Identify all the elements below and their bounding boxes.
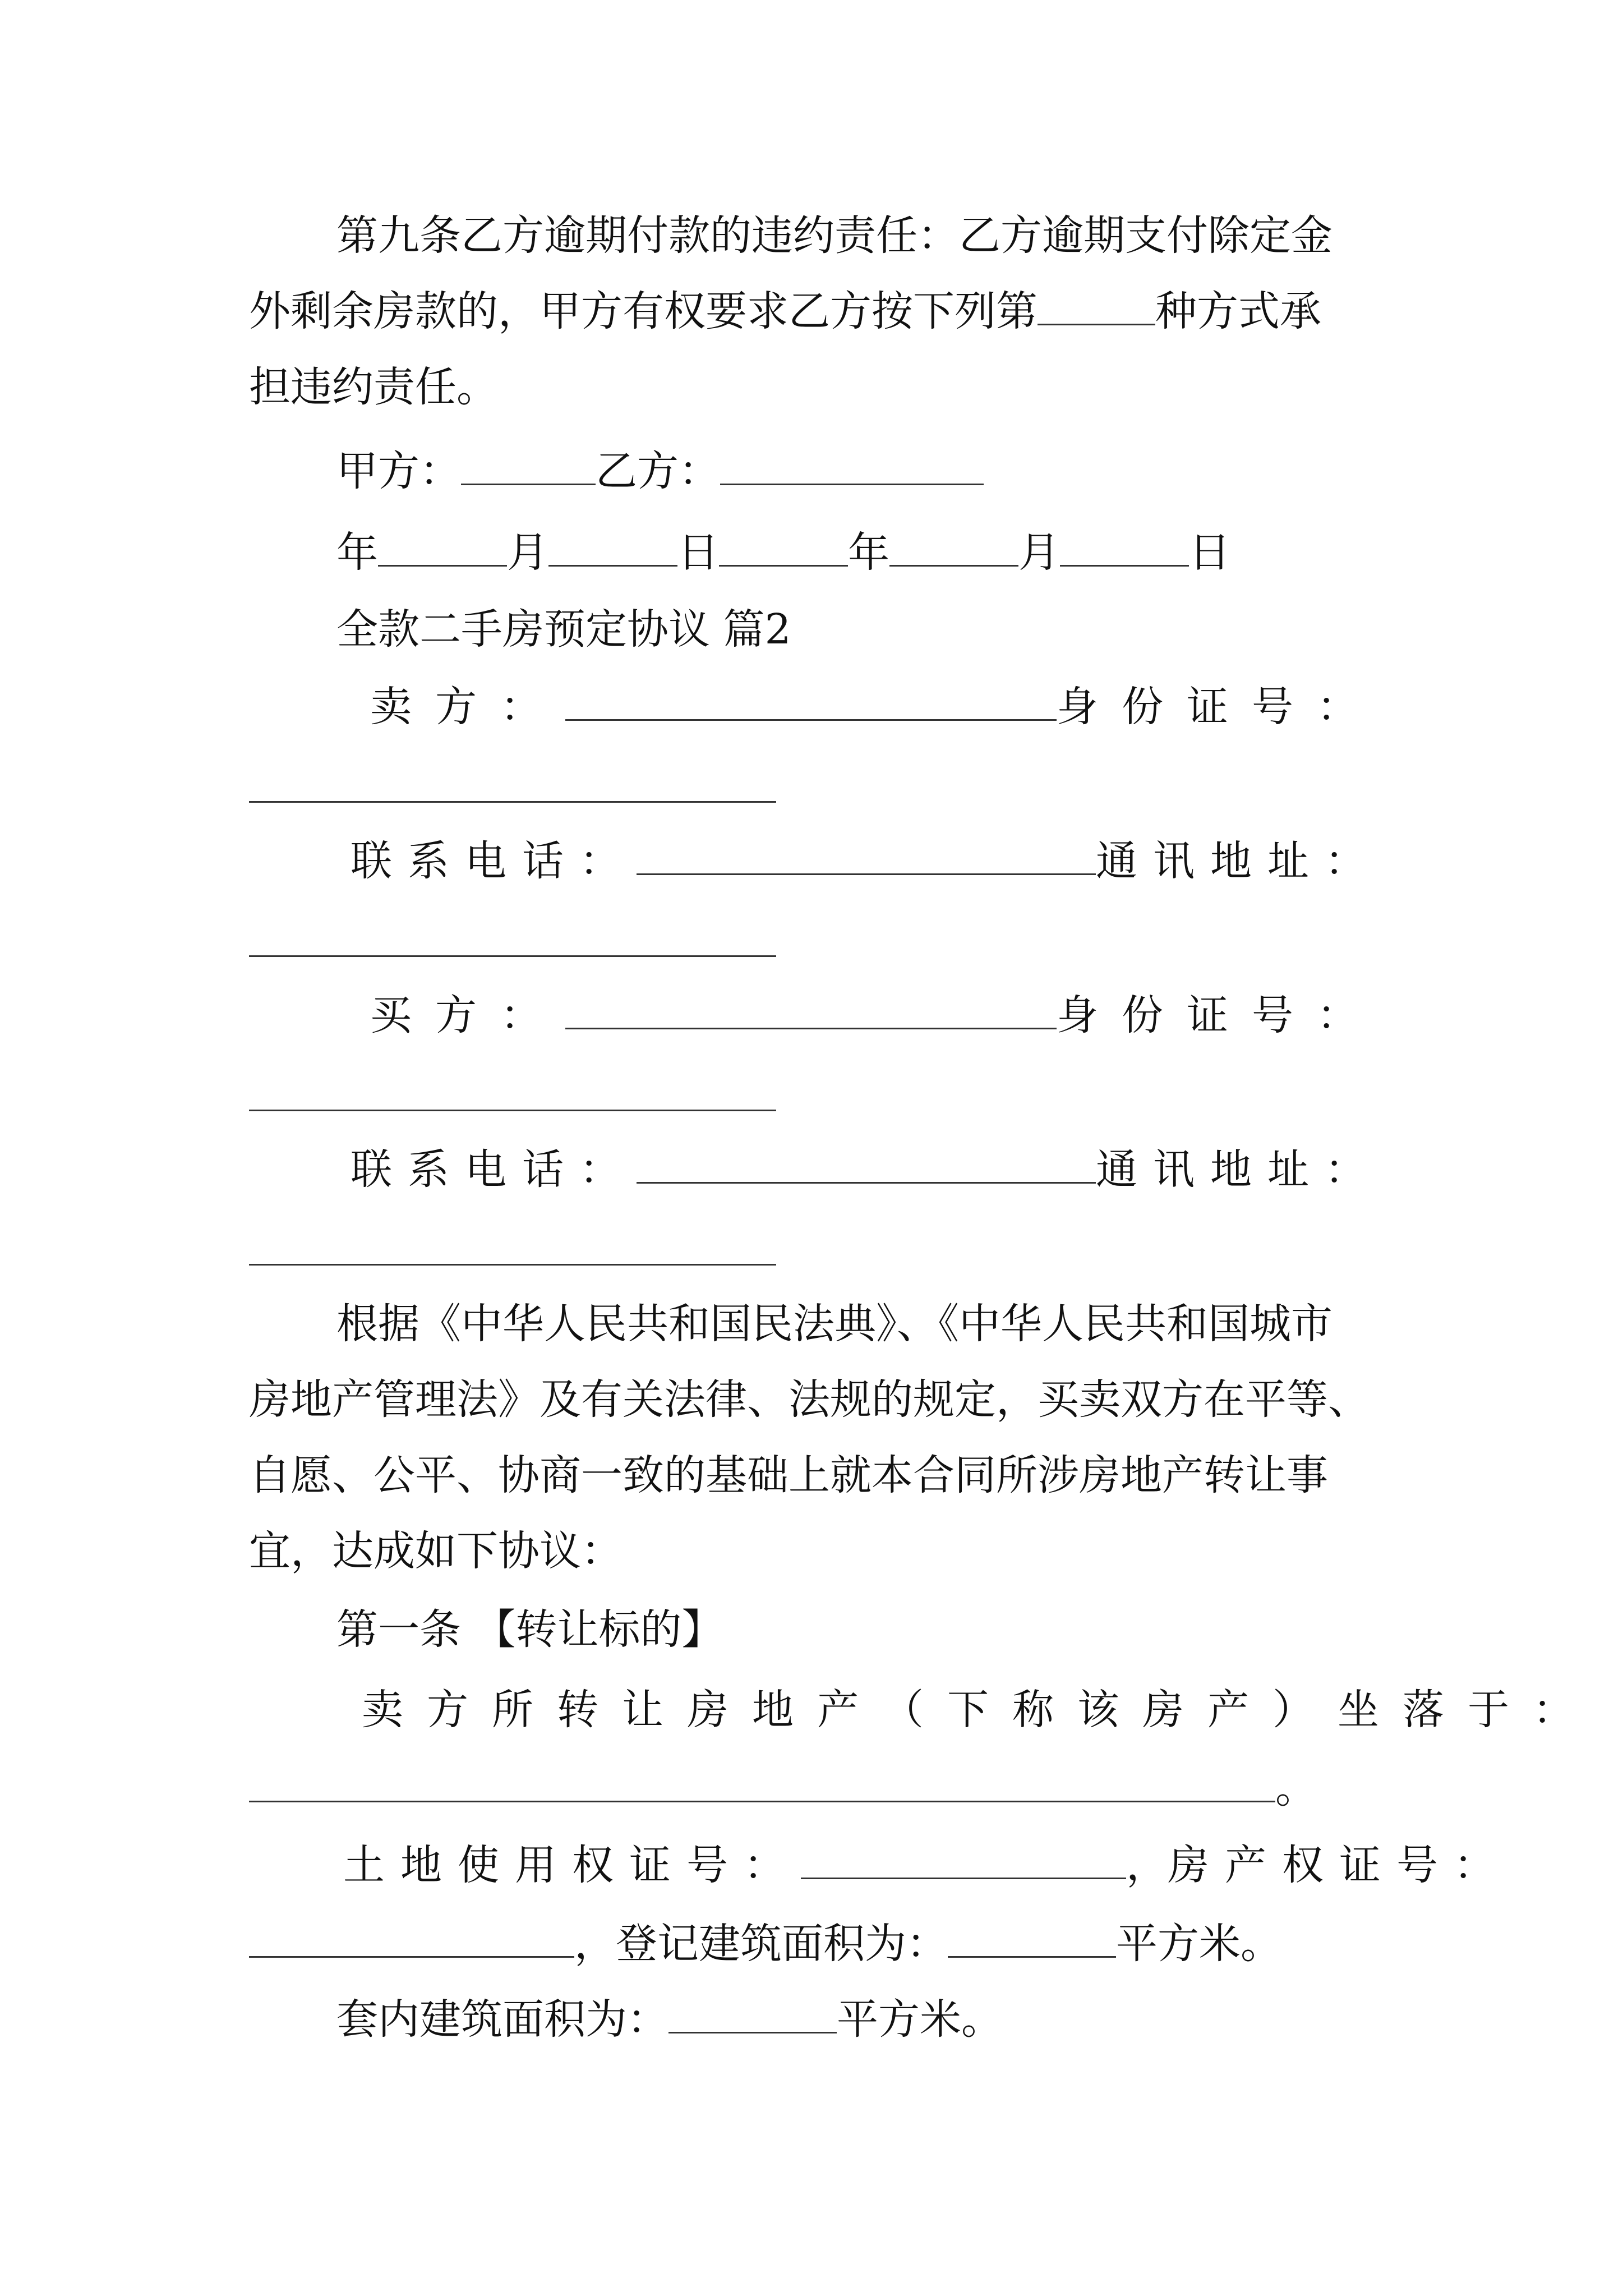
- property-cert-line: ，登记建筑面积为： 平方米。: [249, 1916, 1382, 1972]
- buyer-id-blank[interactable]: [249, 1110, 776, 1111]
- party-b-day-blank[interactable]: [1060, 526, 1189, 567]
- land-cert-line: 土地使用权证号： ， 房产权证号：: [343, 1837, 1382, 1893]
- article1-title: 第一条 【转让标的】: [336, 1605, 723, 1654]
- registered-area-blank[interactable]: [948, 1917, 1116, 1958]
- seller-name-line: 卖方： 身份证号：: [370, 679, 1382, 735]
- seller-address-blank[interactable]: [249, 955, 776, 957]
- buyer-phone-blank[interactable]: [637, 1143, 1096, 1184]
- seller-phone-line: 联系电话： 通讯地址：: [351, 833, 1382, 889]
- buyer-name-blank[interactable]: [565, 988, 1057, 1029]
- party-a-month-blank[interactable]: [548, 526, 677, 567]
- preamble-line4: 宜，达成如下协议：: [249, 1527, 623, 1575]
- method-number-blank[interactable]: [1038, 284, 1155, 325]
- location-line: 卖方所转让房地产（下称该房产）坐落于：: [362, 1686, 1598, 1734]
- party-a-year-blank[interactable]: [378, 526, 507, 567]
- article9-line1: 第九条乙方逾期付款的违约责任：乙方逾期支付除定金: [336, 211, 1332, 260]
- seller-id-blank[interactable]: [249, 801, 776, 803]
- property-cert-blank[interactable]: [249, 1917, 574, 1958]
- location-blank-line: 。: [249, 1760, 1382, 1816]
- preamble-line2: 房地产管理法》及有关法律、法规的规定，买卖双方在平等、: [249, 1375, 1370, 1424]
- signature-parties-line: 甲方： 乙方：: [336, 443, 1382, 499]
- party-a-blank[interactable]: [461, 444, 596, 485]
- article9-line2: 外剩余房款的，甲方有权要求乙方按下列第 种方式承: [249, 283, 1382, 339]
- inner-area-blank[interactable]: [668, 1993, 837, 2033]
- preamble-line3: 自愿、公平、协商一致的基础上就本合同所涉房地产转让事: [249, 1451, 1328, 1499]
- buyer-phone-line: 联系电话： 通讯地址：: [351, 1142, 1382, 1198]
- seller-phone-blank[interactable]: [637, 834, 1096, 875]
- section-title: 全款二手房预定协议 篇2: [336, 605, 791, 654]
- location-blank[interactable]: [249, 1761, 1275, 1802]
- party-b-blank[interactable]: [720, 444, 984, 485]
- buyer-name-line: 买方： 身份证号：: [370, 987, 1382, 1043]
- preamble-line1: 根据《中华人民共和国民法典》、《中华人民共和国城市: [336, 1300, 1332, 1348]
- buyer-address-blank[interactable]: [249, 1264, 776, 1266]
- signature-dates-line: 年 月 日 年 月 日: [336, 524, 1382, 581]
- land-cert-blank[interactable]: [801, 1838, 1126, 1879]
- party-b-year-blank[interactable]: [719, 526, 848, 567]
- party-b-month-blank[interactable]: [889, 526, 1018, 567]
- article9-line3: 担违约责任。: [249, 363, 498, 411]
- inner-area-line: 套内建筑面积为： 平方米。: [336, 1991, 1382, 2047]
- seller-name-blank[interactable]: [565, 680, 1057, 721]
